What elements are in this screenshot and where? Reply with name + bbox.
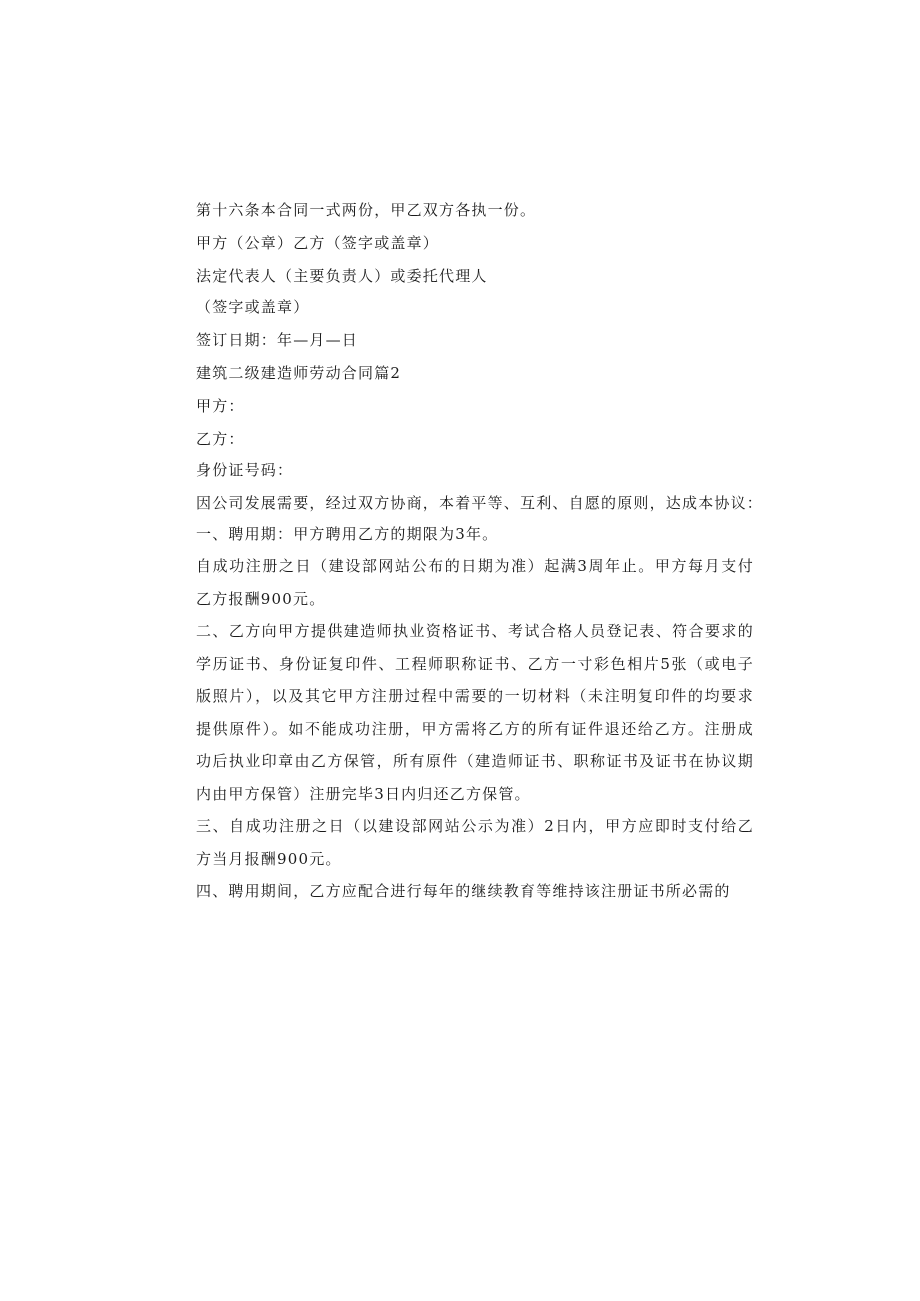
paragraph-clause-two xyxy=(166,615,754,810)
signature-note: （签字或盖章） xyxy=(196,298,310,316)
party-a-label: 甲方： xyxy=(196,397,245,415)
signing-date: 签订日期：年—月—日 xyxy=(196,331,359,349)
legal-representative-line: 法定代表人（主要负责人）或委托代理人 xyxy=(196,267,488,285)
paragraph-clause-three-text: 三、自成功注册之日（以建设部网站公示为准）2日内，甲方应即时支付给乙方当月报酬900元。 xyxy=(196,817,754,868)
clause-one: 一、聘用期：甲方聘用乙方的期限为3年。 xyxy=(196,525,499,543)
agreement-intro: 因公司发展需要，经过双方协商，本着平等、互利、自愿的原则，达成本协议： xyxy=(196,494,764,512)
section-title: 建筑二级建造师劳动合同篇2 xyxy=(196,364,402,382)
paragraph-term xyxy=(166,550,754,615)
clause-sixteen: 第十六条本合同一式两份，甲乙双方各执一份。 xyxy=(196,201,537,219)
paragraph-clause-four-text: 四、聘用期间，乙方应配合进行每年的继续教育等维持该注册证书所必需的 xyxy=(196,882,731,900)
party-signature-line: 甲方（公章）乙方（签字或盖章） xyxy=(196,234,440,252)
paragraph-clause-two-text: 二、乙方向甲方提供建造师执业资格证书、考试合格人员登记表、符合要求的学历证书、身份证复印件、工程师职称证书、乙方一寸彩色相片5张（或电子版照片），以及其它甲方注册过程中需要的一切材料（未注明复印件的均要求提供原件）。如不能成功注册，甲方需将乙方的所有证件退还给乙方。注册成功后执业印章由乙方保管，所有原件（建造师证书、职称证书及证书在协议期内由甲方保管）注册完毕3日内归还乙方保管。 xyxy=(196,622,754,803)
paragraph-clause-four xyxy=(166,875,754,908)
paragraph-clause-three xyxy=(166,810,754,875)
paragraph-term-text: 自成功注册之日（建设部网站公布的日期为准）起满3周年止。甲方每月支付乙方报酬900元。 xyxy=(196,557,754,608)
id-number-label: 身份证号码： xyxy=(196,461,294,479)
party-b-label: 乙方： xyxy=(196,430,245,448)
